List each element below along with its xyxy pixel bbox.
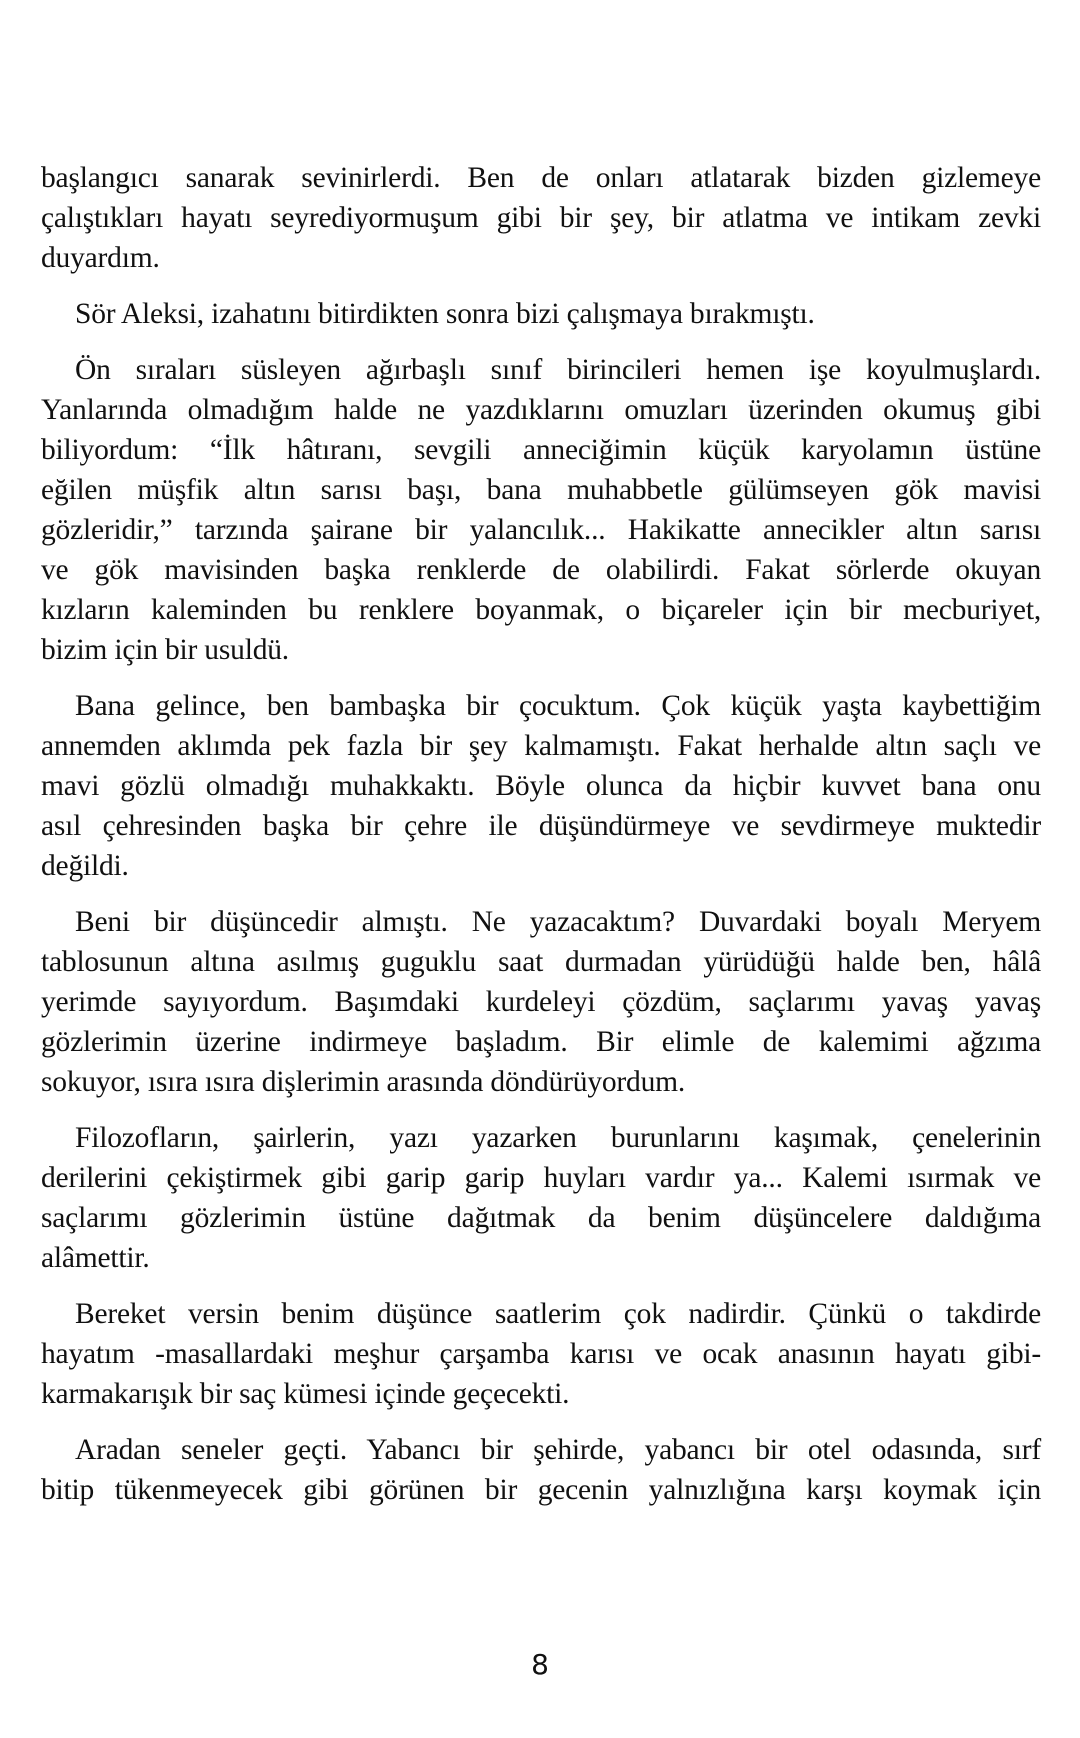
text-line: Filozofların, şairlerin, yazı yazarken burunlarını kaşımak, çenelerinin xyxy=(75,1122,1041,1154)
text-line: karmakarışık bir saç kümesi içinde geçecekti. xyxy=(41,1378,570,1410)
paragraph-6 xyxy=(41,1118,1041,1278)
text-line: mavi gözlü olmadığı muhakkaktı. Böyle olunca da hiçbir kuvvet bana onu xyxy=(41,770,1041,802)
paragraph-5 xyxy=(41,902,1041,1102)
text-line: Ön sıraları süsleyen ağırbaşlı sınıf birincileri hemen işe koyulmuşlardı. xyxy=(75,354,1041,386)
text-line: ve gök mavisinden başka renklerde de olabilirdi. Fakat sörlerde okuyan xyxy=(41,554,1041,586)
text-line: tablosunun altına asılmış guguklu saat durmadan yürüdüğü halde ben, hâlâ xyxy=(41,946,1041,978)
text-line: gözlerimin üzerine indirmeye başladım. Bir elimle de kalemimi ağzıma xyxy=(41,1026,1041,1058)
page-number: 8 xyxy=(531,1648,549,1681)
text-line: Sör Aleksi, izahatını bitirdikten sonra bizi çalışmaya bırakmıştı. xyxy=(75,298,815,330)
text-line: başlangıcı sanarak sevinirlerdi. Ben de onları atlatarak bizden gizlemeye xyxy=(41,162,1041,194)
paragraph-2 xyxy=(41,294,1041,334)
text-line: Beni bir düşüncedir almıştı. Ne yazacaktım? Duvardaki boyalı Meryem xyxy=(75,906,1041,938)
text-line: saçlarımı gözlerimin üstüne dağıtmak da benim düşüncelere daldığıma xyxy=(41,1202,1041,1234)
text-line: yerimde sayıyordum. Başımdaki kurdeleyi çözdüm, saçlarımı yavaş yavaş xyxy=(41,986,1041,1018)
text-line: biliyordum: “İlk hâtıranı, sevgili anneciğimin küçük karyolamın üstüne xyxy=(41,434,1041,466)
text-line: Bereket versin benim düşünce saatlerim çok nadirdir. Çünkü o takdirde xyxy=(75,1298,1041,1330)
text-line: gözleridir,” tarzında şairane bir yalancılık... Hakikatte annecikler altın sarısı xyxy=(41,514,1041,546)
paragraph-7 xyxy=(41,1294,1041,1414)
text-line: çalıştıkları hayatı seyrediyormuşum gibi bir şey, bir atlatma ve intikam zevki xyxy=(41,202,1041,234)
text-line: Aradan seneler geçti. Yabancı bir şehirde, yabancı bir otel odasında, sırf xyxy=(75,1434,1041,1466)
text-line: Bana gelince, ben bambaşka bir çocuktum. Çok küçük yaşta kaybettiğim xyxy=(75,690,1041,722)
text-line: alâmettir. xyxy=(41,1242,150,1274)
text-line: eğilen müşfik altın sarısı başı, bana muhabbetle gülümseyen gök mavisi xyxy=(41,474,1041,506)
text-line: bizim için bir usuldü. xyxy=(41,634,289,666)
text-line: asıl çehresinden başka bir çehre ile düşündürmeye ve sevdirmeye muktedir xyxy=(41,810,1041,842)
text-line: duyardım. xyxy=(41,242,160,274)
text-line: hayatım -masallardaki meşhur çarşamba karısı ve ocak anasının hayatı gibi- xyxy=(41,1338,1041,1370)
text-line: kızların kaleminden bu renklere boyanmak, o biçareler için bir mecburiyet, xyxy=(41,594,1041,626)
paragraph-3 xyxy=(41,350,1041,670)
text-line: bitip tükenmeyecek gibi görünen bir gecenin yalnızlığına karşı koymak için xyxy=(41,1474,1041,1506)
text-line: değildi. xyxy=(41,850,129,882)
text-line: Yanlarında olmadığım halde ne yazdıklarını omuzları üzerinden okumuş gibi xyxy=(41,394,1041,426)
text-line: sokuyor, ısıra ısıra dişlerimin arasında döndürüyordum. xyxy=(41,1066,686,1098)
text-line: annemden aklımda pek fazla bir şey kalmamıştı. Fakat herhalde altın saçlı ve xyxy=(41,730,1041,762)
paragraph-8 xyxy=(41,1430,1041,1510)
text-line: derilerini çekiştirmek gibi garip garip huyları vardır ya... Kalemi ısırmak ve xyxy=(41,1162,1041,1194)
page-body xyxy=(41,158,1041,1526)
paragraph-4 xyxy=(41,686,1041,886)
paragraph-1 xyxy=(41,158,1041,278)
